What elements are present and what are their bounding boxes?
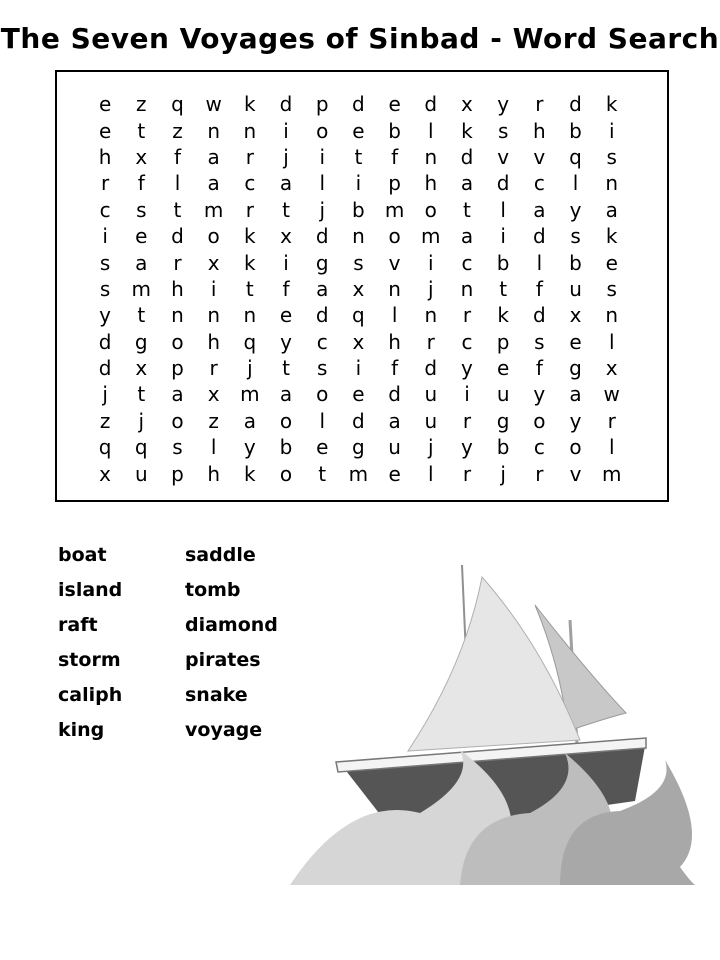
grid-letter[interactable]: i [500,224,506,249]
word-list-right [185,542,278,752]
grid-letter[interactable]: d [532,224,546,249]
grid-letter[interactable]: a [388,408,401,433]
grid-letter[interactable]: m [601,461,622,486]
grid-letter[interactable]: k [244,250,256,275]
grid-letter[interactable]: o [316,118,329,143]
grid-letter[interactable]: q [352,303,365,328]
grid-letter[interactable]: t [282,356,290,381]
grid-letter[interactable]: s [317,356,328,381]
grid-letter[interactable]: b [496,435,510,460]
grid-letter[interactable]: x [352,329,365,354]
grid-letter[interactable]: a [605,197,618,222]
grid-letter[interactable]: t [173,197,182,222]
grid-letter[interactable]: o [424,197,437,222]
grid-letter[interactable]: l [608,329,615,354]
grid-letter[interactable]: k [605,92,618,117]
grid-letter[interactable]: e [388,92,401,117]
grid-letter[interactable]: f [282,276,290,301]
grid-letter[interactable]: m [421,224,441,249]
grid-letter[interactable]: m [131,276,152,301]
grid-letter[interactable]: k [461,118,473,143]
grid-letter[interactable]: d [460,144,474,169]
grid-letter[interactable]: y [497,92,510,117]
grid-letter[interactable]: j [319,197,325,222]
grid-letter[interactable]: y [569,197,582,222]
page-title: The Seven Voyages of Sinbad - Word Search [0,22,720,55]
grid-letter[interactable]: e [98,92,112,117]
grid-letter[interactable]: n [243,303,257,328]
grid-letter[interactable]: q [98,435,112,460]
grid-letter[interactable]: c [316,329,328,354]
word-list-item: boat [58,544,107,566]
grid-letter[interactable]: a [533,197,546,222]
grid-letter[interactable]: y [461,356,473,381]
grid-letter[interactable]: d [352,92,365,117]
grid-letter[interactable]: n [460,276,474,301]
grid-letter[interactable]: q [171,92,184,117]
word-list-item: voyage [185,719,263,741]
word-list-item: snake [185,684,248,706]
grid-letter[interactable]: n [352,224,365,249]
grid-letter[interactable]: p [171,461,184,486]
grid-letter[interactable]: r [535,92,544,117]
grid-letter[interactable]: e [135,224,148,249]
grid-letter[interactable]: y [243,435,256,460]
grid-letter[interactable]: a [279,382,293,407]
grid-letter[interactable]: x [352,276,365,301]
grid-letter[interactable]: a [316,276,329,301]
grid-letter[interactable]: e [352,382,365,407]
grid-letter[interactable]: c [461,250,473,275]
grid-letter[interactable]: u [424,382,438,407]
grid-letter[interactable]: k [497,303,509,328]
grid-letter[interactable]: l [319,171,325,196]
grid-letter[interactable]: o [388,224,401,249]
grid-letter[interactable]: x [207,250,220,275]
grid-letter[interactable]: a [207,171,220,196]
grid-letter[interactable]: y [99,303,112,328]
grid-letter[interactable]: o [279,461,293,486]
grid-letter[interactable]: j [247,356,253,381]
grid-letter[interactable]: s [353,250,364,275]
grid-row [87,249,630,275]
grid-letter[interactable]: a [207,144,220,169]
word-list-item: king [58,719,105,741]
grid-letter[interactable]: s [606,144,617,169]
grid-letter[interactable]: s [534,329,545,354]
grid-letter[interactable]: v [533,144,546,169]
grid-letter[interactable]: b [569,250,582,275]
grid-letter[interactable]: x [207,382,220,407]
grid-letter[interactable]: a [460,171,474,196]
grid-letter[interactable]: t [137,118,146,143]
grid-letter[interactable]: x [605,356,618,381]
grid-letter[interactable]: t [245,276,254,301]
grid-letter[interactable]: b [496,250,510,275]
grid-letter[interactable]: g [315,250,329,275]
grid-row [87,91,630,117]
grid-letter[interactable]: d [315,303,329,328]
grid-letter[interactable]: i [428,250,434,275]
grid-letter[interactable]: r [209,356,218,381]
grid-letter[interactable]: u [569,276,582,301]
grid-letter[interactable]: b [279,435,293,460]
grid-letter[interactable]: b [352,197,365,222]
grid-letter[interactable]: l [428,461,434,486]
grid-letter[interactable]: h [533,118,546,143]
letter-grid [87,91,630,487]
grid-letter[interactable]: f [535,356,543,381]
grid-letter[interactable]: c [533,435,545,460]
grid-letter[interactable]: n [207,118,220,143]
grid-letter[interactable]: c [99,197,111,222]
grid-letter[interactable]: z [99,408,111,433]
grid-row [87,302,630,328]
grid-letter[interactable]: d [424,92,438,117]
grid-letter[interactable]: g [134,329,148,354]
grid-letter[interactable]: j [102,382,108,407]
grid-letter[interactable]: t [318,461,327,486]
grid-letter[interactable]: o [207,224,220,249]
grid-letter[interactable]: s [606,276,617,301]
grid-letter[interactable]: h [388,329,401,354]
grid-letter[interactable]: o [279,408,293,433]
grid-letter[interactable]: k [244,92,256,117]
grid-letter[interactable]: i [102,224,108,249]
grid-letter[interactable]: s [99,250,111,275]
grid-letter[interactable]: p [388,171,401,196]
grid-letter[interactable]: x [280,224,292,249]
word-list-item: island [58,579,123,601]
grid-letter[interactable]: n [424,303,438,328]
grid-letter[interactable]: t [137,303,146,328]
grid-row [87,276,630,302]
grid-letter[interactable]: d [98,329,112,354]
grid-letter[interactable]: e [279,303,293,328]
grid-letter[interactable]: g [569,356,582,381]
grid-letter[interactable]: q [569,144,582,169]
grid-letter[interactable]: o [316,382,329,407]
grid-letter[interactable]: l [500,197,506,222]
grid-letter[interactable]: r [100,171,110,196]
grid-letter[interactable]: i [319,144,325,169]
grid-letter[interactable]: a [569,382,582,407]
grid-letter[interactable]: v [388,250,401,275]
grid-letter[interactable]: m [348,461,369,486]
main-sail [408,577,580,751]
grid-letter[interactable]: f [173,144,181,169]
word-list-item: storm [58,649,121,671]
word-list-item: pirates [185,649,261,671]
grid-letter[interactable]: f [391,356,399,381]
grid-letter[interactable]: e [98,118,112,143]
grid-letter[interactable]: q [243,329,257,354]
grid-row [87,408,630,434]
grid-row [87,355,630,381]
word-list-item: raft [58,614,98,636]
grid-letter[interactable]: p [171,356,184,381]
grid-letter[interactable]: e [569,329,582,354]
grid-letter[interactable]: u [424,408,438,433]
grid-row [87,381,630,407]
word-list-item: diamond [185,614,278,636]
grid-letter[interactable]: w [603,382,620,407]
grid-letter[interactable]: l [319,408,325,433]
grid-letter[interactable]: b [388,118,401,143]
grid-letter[interactable]: t [354,144,363,169]
grid-letter[interactable]: s [136,197,147,222]
grid-letter[interactable]: i [355,356,362,381]
grid-letter[interactable]: f [391,144,399,169]
grid-letter[interactable]: d [352,408,365,433]
grid-letter[interactable]: s [570,224,581,249]
grid-letter[interactable]: a [460,224,474,249]
grid-letter[interactable]: i [210,276,217,301]
grid-letter[interactable]: x [461,92,473,117]
grid-row [87,329,630,355]
grid-letter[interactable]: h [207,329,220,354]
grid-letter[interactable]: q [134,435,148,460]
word-list-left [58,542,122,752]
grid-letter[interactable]: d [279,92,293,117]
grid-letter[interactable]: l [608,435,615,460]
grid-letter[interactable]: z [172,118,183,143]
grid-row [87,197,630,223]
grid-letter[interactable]: j [138,408,145,433]
grid-letter[interactable]: e [605,250,618,275]
grid-letter[interactable]: o [171,329,184,354]
grid-letter[interactable]: n [171,303,184,328]
grid-row [87,170,630,196]
grid-letter[interactable]: p [496,329,510,354]
grid-letter[interactable]: t [463,197,471,222]
grid-letter[interactable]: x [135,356,148,381]
grid-letter[interactable]: m [203,197,224,222]
grid-letter[interactable]: e [316,435,329,460]
grid-letter[interactable]: r [462,408,472,433]
grid-letter[interactable]: p [315,92,329,117]
grid-letter[interactable]: d [171,224,184,249]
grid-letter[interactable]: d [388,382,401,407]
grid-letter[interactable]: y [569,408,582,433]
grid-letter[interactable]: l [536,250,543,275]
grid-letter[interactable]: e [388,461,401,486]
grid-letter[interactable]: y [280,329,292,354]
grid-letter[interactable]: r [462,461,472,486]
grid-letter[interactable]: u [134,461,148,486]
word-list-item: tomb [185,579,241,601]
grid-letter[interactable]: h [171,276,184,301]
grid-letter[interactable]: i [283,118,289,143]
grid-letter[interactable]: n [424,144,438,169]
grid-letter[interactable]: z [136,92,147,117]
grid-letter[interactable]: l [428,118,434,143]
grid-letter[interactable]: i [464,382,470,407]
grid-letter[interactable]: k [605,224,618,249]
grid-letter[interactable]: t [499,276,508,301]
grid-letter[interactable]: v [569,461,582,486]
grid-row [87,460,630,486]
grid-letter[interactable]: n [207,303,220,328]
grid-letter[interactable]: w [205,92,222,117]
grid-letter[interactable]: r [535,461,544,486]
grid-letter[interactable]: o [171,408,184,433]
grid-row [87,434,630,460]
grid-letter[interactable]: d [532,303,546,328]
grid-letter[interactable]: m [240,382,260,407]
grid-letter[interactable]: i [283,250,289,275]
grid-letter[interactable]: a [279,171,293,196]
grid-letter[interactable]: e [497,356,510,381]
grid-letter[interactable]: x [135,144,148,169]
word-list-item: saddle [185,544,256,566]
grid-letter[interactable]: c [533,171,545,196]
grid-letter[interactable]: k [244,224,256,249]
grid-letter[interactable]: t [137,382,146,407]
grid-letter[interactable]: r [426,329,435,354]
grid-letter[interactable]: n [243,118,257,143]
grid-letter[interactable]: y [461,435,473,460]
grid-letter[interactable]: s [99,276,111,301]
grid-letter[interactable]: n [605,303,619,328]
grid-letter[interactable]: l [391,303,398,328]
grid-letter[interactable]: u [388,435,401,460]
grid-letter[interactable]: g [496,408,510,433]
grid-letter[interactable]: d [496,171,510,196]
grid-letter[interactable]: s [497,118,509,143]
grid-letter[interactable]: c [461,329,473,354]
grid-letter[interactable]: a [135,250,148,275]
grid-letter[interactable]: r [245,144,254,169]
grid-letter[interactable]: v [497,144,510,169]
grid-letter[interactable]: d [315,224,329,249]
grid-letter[interactable]: s [172,435,183,460]
grid-letter[interactable]: e [352,118,365,143]
grid-letter[interactable]: m [384,197,405,222]
grid-row [87,144,630,170]
grid-letter[interactable]: g [352,435,365,460]
grid-letter[interactable]: r [245,197,254,222]
grid-letter[interactable]: d [569,92,582,117]
grid-letter[interactable]: y [533,382,546,407]
grid-letter[interactable]: f [137,171,145,196]
grid-letter[interactable]: j [428,276,434,301]
grid-letter[interactable]: x [99,461,112,486]
grid-letter[interactable]: j [428,435,434,460]
grid-letter[interactable]: o [533,408,546,433]
grid-letter[interactable]: d [424,356,438,381]
grid-letter[interactable]: z [208,408,219,433]
grid-letter[interactable]: x [569,303,582,328]
grid-letter[interactable]: r [462,303,472,328]
grid-row [87,117,630,143]
grid-letter[interactable]: i [608,118,615,143]
grid-letter[interactable]: h [98,144,112,169]
grid-letter[interactable]: n [605,171,619,196]
grid-letter[interactable]: r [173,250,182,275]
grid-letter[interactable]: l [210,435,217,460]
grid-letter[interactable]: f [535,276,543,301]
grid-letter[interactable]: a [171,382,184,407]
grid-letter[interactable]: j [283,144,289,169]
grid-row [87,223,630,249]
grid-letter[interactable]: u [496,382,510,407]
grid-letter[interactable]: r [607,408,616,433]
grid-letter[interactable]: b [569,118,582,143]
grid-letter[interactable]: n [388,276,401,301]
word-list-item: caliph [58,684,123,706]
grid-letter[interactable]: d [98,356,112,381]
ship-illustration [290,555,700,895]
grid-letter[interactable]: h [207,461,220,486]
grid-letter[interactable]: l [572,171,579,196]
grid-letter[interactable]: t [282,197,290,222]
grid-letter[interactable]: c [244,171,256,196]
grid-letter[interactable]: j [500,461,506,486]
grid-letter[interactable]: i [355,171,362,196]
grid-letter[interactable]: h [424,171,438,196]
grid-letter[interactable]: l [174,171,181,196]
grid-letter[interactable]: o [569,435,582,460]
grid-letter[interactable]: a [243,408,256,433]
grid-letter[interactable]: k [244,461,256,486]
